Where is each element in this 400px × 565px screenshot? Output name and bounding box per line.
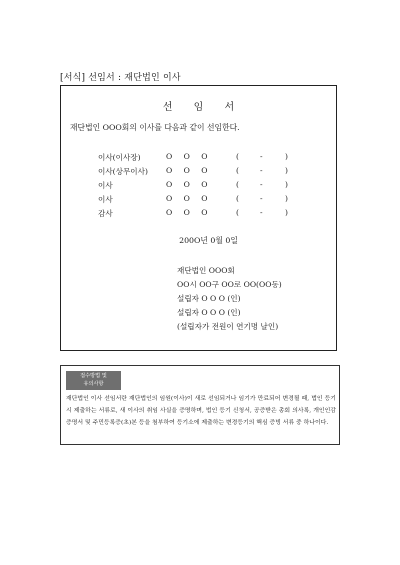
- guidance-text: 재단법인 이사 선임서란 재단법인의 임원(이사)이 새로 선임되거나 임기가 만료되어 변경될 때, 법인 등기 시 제출하는 서류로, 새 이사의 취임 사실을 증명하며, 법인 등기 신청서, 공증받은 총회 의사록, 개인인감증명서 및 주민등록증(초)본 등을 첨부하여 등기소에 제출하는 변경등기의 핵심 증빙 서류 중 하나이다.: [66, 396, 336, 426]
- id-dash: -: [260, 166, 263, 175]
- officer-name: O O O: [166, 180, 208, 189]
- signature-note: (설립자가 전원이 연기명 날인): [177, 322, 279, 331]
- officer-row: [98, 166, 318, 180]
- officer-role: 이사: [98, 181, 113, 190]
- appointment-date: 200O년 0월 0일: [179, 236, 238, 245]
- officer-row: [98, 152, 318, 166]
- id-close: ): [285, 166, 288, 175]
- id-dash: -: [260, 152, 263, 161]
- guidance-tag-line: 유의사항: [83, 380, 104, 387]
- officer-row: [98, 208, 318, 222]
- form-label: [서식] 선임서 : 재단법인 이사: [60, 73, 181, 83]
- officer-role: 이사: [98, 195, 113, 204]
- id-open: (: [236, 180, 239, 189]
- title-char: 서: [224, 102, 235, 113]
- form-title: [61, 98, 336, 113]
- founder-signature: 설립자 O O O (인): [177, 308, 241, 317]
- corporation-name: 재단법인 OOO회: [177, 266, 235, 275]
- id-open: (: [236, 166, 239, 175]
- guidance-tag-line: 접수방법 및: [80, 373, 107, 379]
- officer-role: 감사: [98, 209, 113, 218]
- id-open: (: [236, 194, 239, 203]
- title-char: 임: [193, 102, 204, 113]
- founder-signature: 설립자 O O O (인): [177, 294, 241, 303]
- officer-row: [98, 180, 318, 194]
- signatory-block: [177, 265, 282, 335]
- id-open: (: [236, 208, 239, 217]
- officer-name: O O O: [166, 166, 208, 175]
- id-close: ): [285, 180, 288, 189]
- title-char: 선: [162, 102, 173, 113]
- officer-list: [98, 152, 318, 222]
- id-close: ): [285, 194, 288, 203]
- id-open: (: [236, 152, 239, 161]
- id-dash: -: [260, 180, 263, 189]
- officer-name: O O O: [166, 152, 208, 161]
- id-close: ): [285, 208, 288, 217]
- officer-role: 이사(이사장): [98, 153, 141, 162]
- id-close: ): [285, 152, 288, 161]
- id-dash: -: [260, 194, 263, 203]
- guidance-tag: [66, 371, 121, 390]
- officer-role: 이사(상무이사): [98, 167, 148, 176]
- intro-statement: 재단법인 OOO회의 이사를 다음과 같이 선임한다.: [70, 123, 240, 132]
- corporation-address: OO시 OO구 OO로 OO(OO동): [177, 280, 282, 289]
- id-dash: -: [260, 208, 263, 217]
- officer-name: O O O: [166, 208, 208, 217]
- officer-row: [98, 194, 318, 208]
- guidance-box: [60, 365, 340, 445]
- officer-name: O O O: [166, 194, 208, 203]
- appointment-form: [60, 85, 337, 351]
